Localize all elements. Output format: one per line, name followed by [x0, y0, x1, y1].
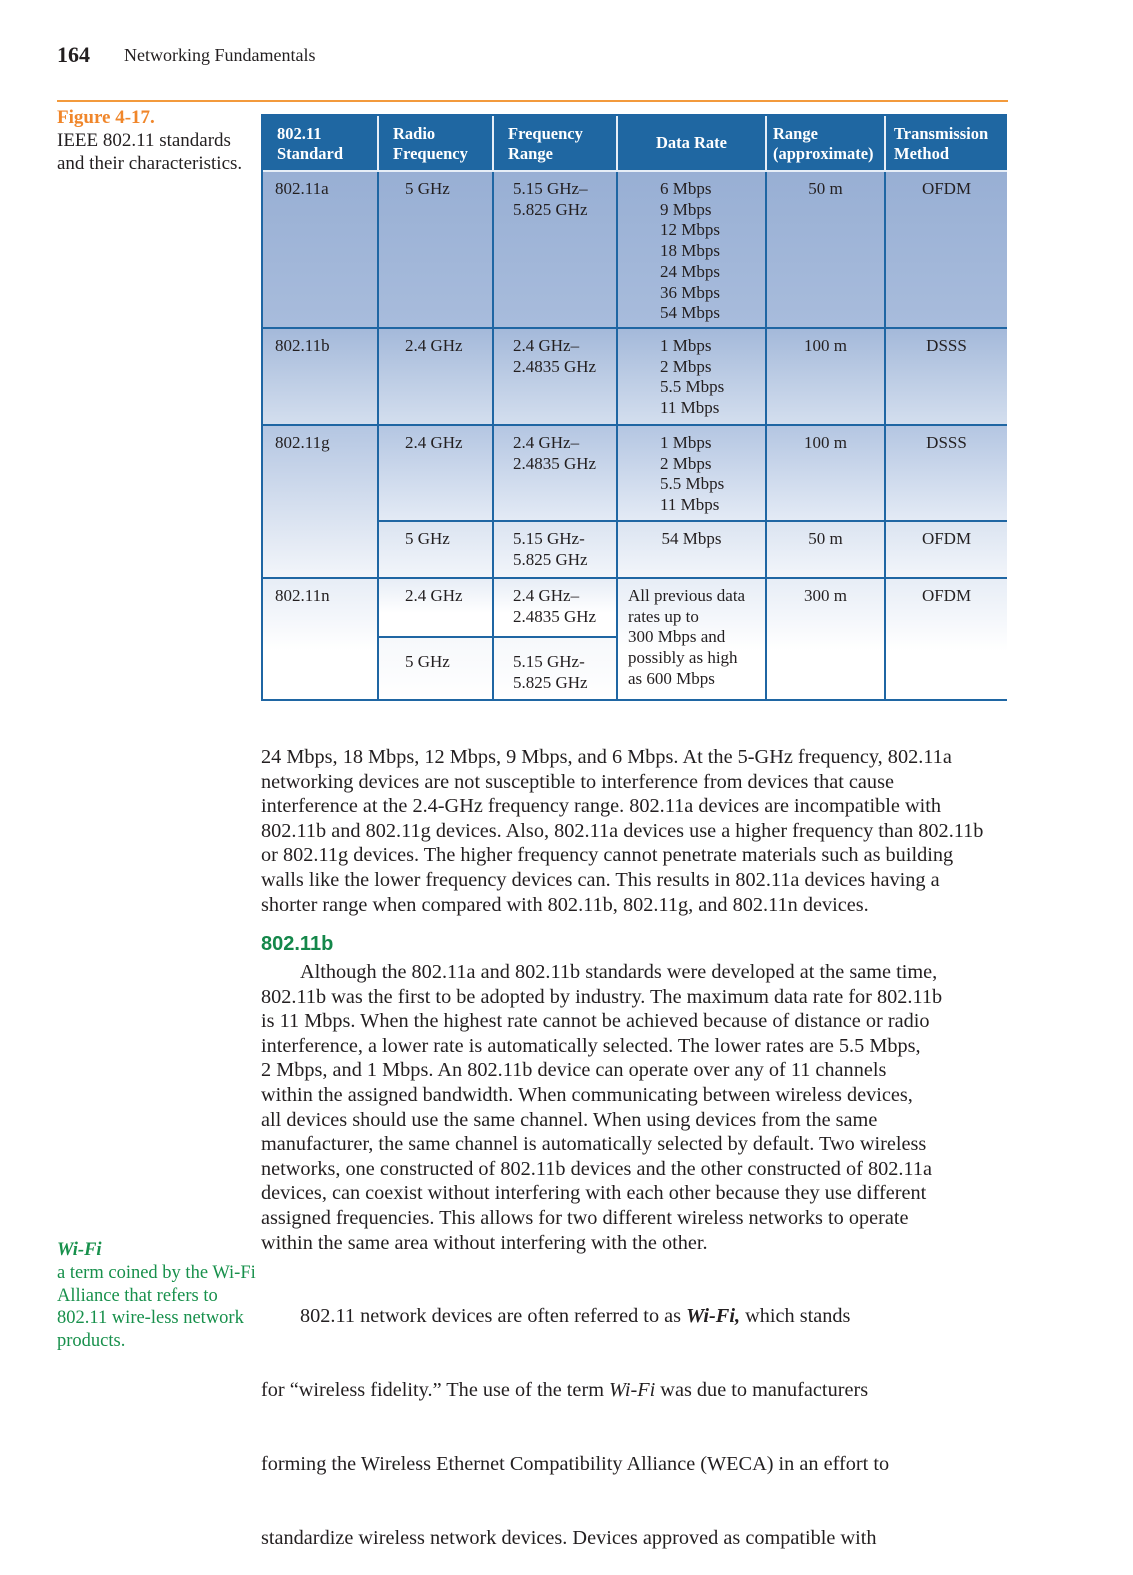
cell-distance: 50 m [767, 172, 886, 329]
glossary-definition: a term coined by the Wi-Fi Alliance that refers to 802.11 wire-less network products. [57, 1262, 256, 1352]
text-line: assigned frequencies. This allows for two different wireless networks to operate [261, 1206, 909, 1229]
paragraph-wifi [261, 1255, 889, 1575]
text-line: is 11 Mbps. When the highest rate cannot be achieved because of distance or radio [261, 1010, 930, 1033]
key-term-wifi: Wi-Fi, [686, 1305, 741, 1328]
cell-range: 5.15 GHz- 5.825 GHz [494, 638, 618, 699]
figure-caption [57, 106, 247, 175]
standards-table [261, 114, 1007, 701]
header-frequency-range: Frequency Range [494, 116, 618, 172]
running-title: Networking Fundamentals [124, 45, 316, 65]
text-line: shorter range when compared with 802.11b, 802.11g, and 802.11n devices. [261, 893, 869, 916]
margin-glossary-note [57, 1239, 257, 1353]
text-line: standardize wireless network devices. Devices approved as compatible with [261, 1526, 877, 1549]
text-line: devices, can coexist without interfering with each other because they use different [261, 1182, 927, 1205]
figure-caption-text: IEEE 802.11 standards and their characteristics. [57, 130, 243, 174]
text-line: interference, a lower rate is automatically selected. The lower rates are 5.5 Mbps, [261, 1034, 921, 1057]
cell-distance: 300 m [767, 579, 886, 699]
cell-rate: 1 Mbps 2 Mbps 5.5 Mbps 11 Mbps [618, 426, 767, 522]
text-line: networking devices are not susceptible to interference from devices that cause [261, 770, 894, 793]
text-line [261, 1378, 889, 1403]
cell-rate: 54 Mbps [618, 522, 767, 579]
cell-distance: 50 m [767, 522, 886, 579]
text: which stands [740, 1305, 851, 1328]
cell-range: 2.4 GHz– 2.4835 GHz [494, 579, 618, 638]
cell-radio: 5 GHz [379, 638, 494, 699]
text: for “wireless fidelity.” The use of the term [261, 1378, 610, 1401]
cell-rate: All previous data rates up to 300 Mbps and possibly as high as 600 Mbps [618, 579, 767, 699]
cell-radio: 5 GHz [379, 172, 494, 329]
cell-range: 5.15 GHz- 5.825 GHz [494, 522, 618, 579]
text-line: 24 Mbps, 18 Mbps, 12 Mbps, 9 Mbps, and 6 Mbps. At the 5-GHz frequency, 802.11a [261, 746, 952, 768]
text: was due to manufacturers [655, 1378, 869, 1401]
text-line: within the assigned bandwidth. When communicating between wireless devices, [261, 1083, 913, 1106]
text-line: within the same area without interfering with the other. [261, 1231, 708, 1254]
paragraph-802-11b [261, 960, 942, 1255]
text-line: interference at the 2.4-GHz frequency range. 802.11a devices are incompatible with [261, 795, 942, 818]
text-line: or 802.11g devices. The higher frequency cannot penetrate materials such as building [261, 844, 954, 867]
cell-range: 2.4 GHz– 2.4835 GHz [494, 329, 618, 426]
term-wifi: Wi-Fi [609, 1378, 656, 1401]
header-standard: 802.11 Standard [263, 116, 379, 172]
cell-method: OFDM [886, 172, 1007, 329]
text-line [261, 1304, 889, 1329]
text-line: 802.11b and 802.11g devices. Also, 802.11a devices use a higher frequency than 802.11b [261, 819, 984, 842]
header-radio-frequency: Radio Frequency [379, 116, 494, 172]
text-line: 802.11b was the first to be adopted by industry. The maximum data rate for 802.11b [261, 985, 943, 1008]
header-method: Transmission Method [886, 116, 1007, 172]
cell-standard: 802.11b [263, 329, 379, 426]
cell-method: DSSS [886, 329, 1007, 426]
cell-standard: 802.11n [263, 579, 379, 699]
figure-label: Figure 4-17. [57, 107, 155, 128]
cell-method: OFDM [886, 522, 1007, 579]
cell-method: DSSS [886, 426, 1007, 522]
paragraph-802-11a-continued [261, 745, 983, 917]
text-line: walls like the lower frequency devices can. This results in 802.11a devices having a [261, 868, 940, 891]
cell-standard: 802.11g [263, 426, 379, 579]
cell-distance: 100 m [767, 329, 886, 426]
cell-rate: 1 Mbps 2 Mbps 5.5 Mbps 11 Mbps [618, 329, 767, 426]
text: 802.11 network devices are often referred to as [300, 1305, 687, 1328]
cell-method: OFDM [886, 579, 1007, 699]
text-line: forming the Wireless Ethernet Compatibility Alliance (WECA) in an effort to [261, 1452, 890, 1475]
text-line: all devices should use the same channel. When using devices from the same [261, 1108, 878, 1131]
cell-range: 5.15 GHz– 5.825 GHz [494, 172, 618, 329]
section-heading: 802.11b [261, 933, 334, 955]
cell-radio: 5 GHz [379, 522, 494, 579]
text-line: manufacturer, the same channel is automatically selected by default. Two wireless [261, 1133, 927, 1156]
header-data-rate: Data Rate [618, 116, 767, 172]
text-line: networks, one constructed of 802.11b devices and the other constructed of 802.11a [261, 1157, 932, 1180]
text-line: 2 Mbps, and 1 Mbps. An 802.11b device can operate over any of 11 channels [261, 1059, 887, 1082]
cell-radio: 2.4 GHz [379, 329, 494, 426]
glossary-term: Wi-Fi [57, 1240, 102, 1260]
cell-radio: 2.4 GHz [379, 579, 494, 638]
cell-range: 2.4 GHz– 2.4835 GHz [494, 426, 618, 522]
cell-rate: 6 Mbps 9 Mbps 12 Mbps 18 Mbps 24 Mbps 36 Mbps 54 Mbps [618, 172, 767, 329]
cell-distance: 100 m [767, 426, 886, 522]
text-line: Although the 802.11a and 802.11b standards were developed at the same time, [300, 961, 938, 983]
cell-standard: 802.11a [263, 172, 379, 329]
page-number: 164 [57, 42, 90, 67]
header-range: Range (approximate) [767, 116, 886, 172]
header-rule [57, 100, 1008, 102]
cell-radio: 2.4 GHz [379, 426, 494, 522]
